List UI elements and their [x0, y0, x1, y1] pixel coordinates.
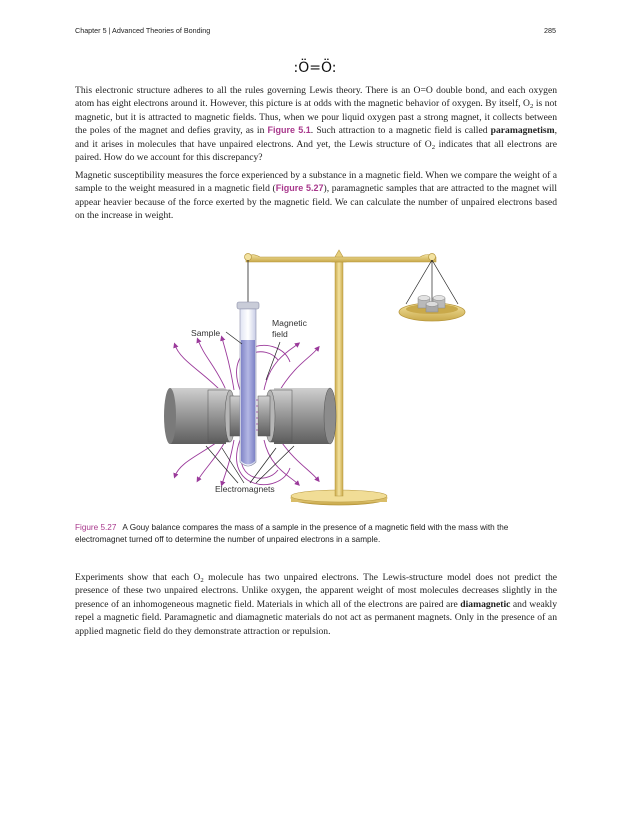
- electromagnet-left: [164, 388, 242, 444]
- page-number: 285: [544, 26, 556, 35]
- paragraph-unpaired-electrons: Experiments show that each $O_2$ molecule has two unpaired electrons. The Lewis-structure model does not predict the presence of these two unpaired electrons. Unlike oxygen, the apparent weight of most molecules decreases slightly in the presence of an inhomogeneous magnetic field. Materials in which all of the electrons are paired are diamagnetic and weakly repel a magnetic field. Paramagnetic and diamagnetic materials do not act as permanent magnets. Only in the presence of an applied magnetic field do they demonstrate attraction or repulsion.: [75, 572, 557, 637]
- pan-strings: [406, 260, 458, 304]
- figure-caption: [75, 522, 557, 546]
- label-field: field: [272, 329, 288, 339]
- caption-text: A Gouy balance compares the mass of a sample in the presence of a magnetic field with the mass with the electromagnet turned off to determine the number of unpaired electrons in a sample.: [75, 523, 509, 544]
- chapter-title: Chapter 5 | Advanced Theories of Bonding: [75, 26, 211, 35]
- figure-5-1-link[interactable]: Figure 5.1: [267, 125, 311, 136]
- term-paramagnetism: paramagnetism: [490, 125, 555, 137]
- sample-tube: [237, 302, 259, 466]
- hook-right: [429, 254, 436, 261]
- term-diamagnetic: diamagnetic: [460, 598, 511, 610]
- figure-5-27-link[interactable]: Figure 5.27: [275, 183, 324, 194]
- label-sample: Sample: [191, 328, 221, 338]
- paramagnetic-sample: [241, 340, 255, 465]
- paragraph-lewis-discussion: This electronic structure adheres to all the rules governing Lewis theory. There is an O=O double bond, and each oxygen atom has eight electrons around it. However, this picture is at odds with the magnetic behavior of oxygen. By itself, $O_2$ is not magnetic, but it is attracted to magnetic fields. Thus, when we pour liquid oxygen past a strong magnet, it collects between the poles of the magnet and defies gravity, as in Figure 5.1. Such attraction to a magnetic field is called paramagnetism, and it arises in molecules that have unpaired electrons. And yet, the Lewis structure of $O_2$ indicates that all electrons are paired. How do we account for this discrepancy?: [75, 85, 558, 164]
- gouy-balance-illustration: [160, 240, 470, 512]
- label-magnetic: Magnetic: [272, 318, 307, 328]
- balance-post: [335, 258, 343, 496]
- gouy-balance-figure: [160, 240, 470, 512]
- label-electromagnets: Electromagnets: [215, 484, 275, 494]
- paragraph-magnetic-susceptibility: Magnetic susceptibility measures the force experienced by a substance in a magnetic field. When we compare the weight of a sample to the weight measured in a magnetic field (Figure 5.27), paramagnetic samples that are attracted to the magnet will appear heavier because of the force exerted by the magnetic field. We can calculate the number of unpaired electrons based on the increase in weight.: [75, 170, 557, 222]
- hook-left: [245, 254, 252, 261]
- o2-lewis-structure: :Ö=Ö:: [293, 60, 337, 76]
- electromagnet-right: [258, 388, 336, 444]
- figure-number: Figure 5.27: [75, 523, 117, 532]
